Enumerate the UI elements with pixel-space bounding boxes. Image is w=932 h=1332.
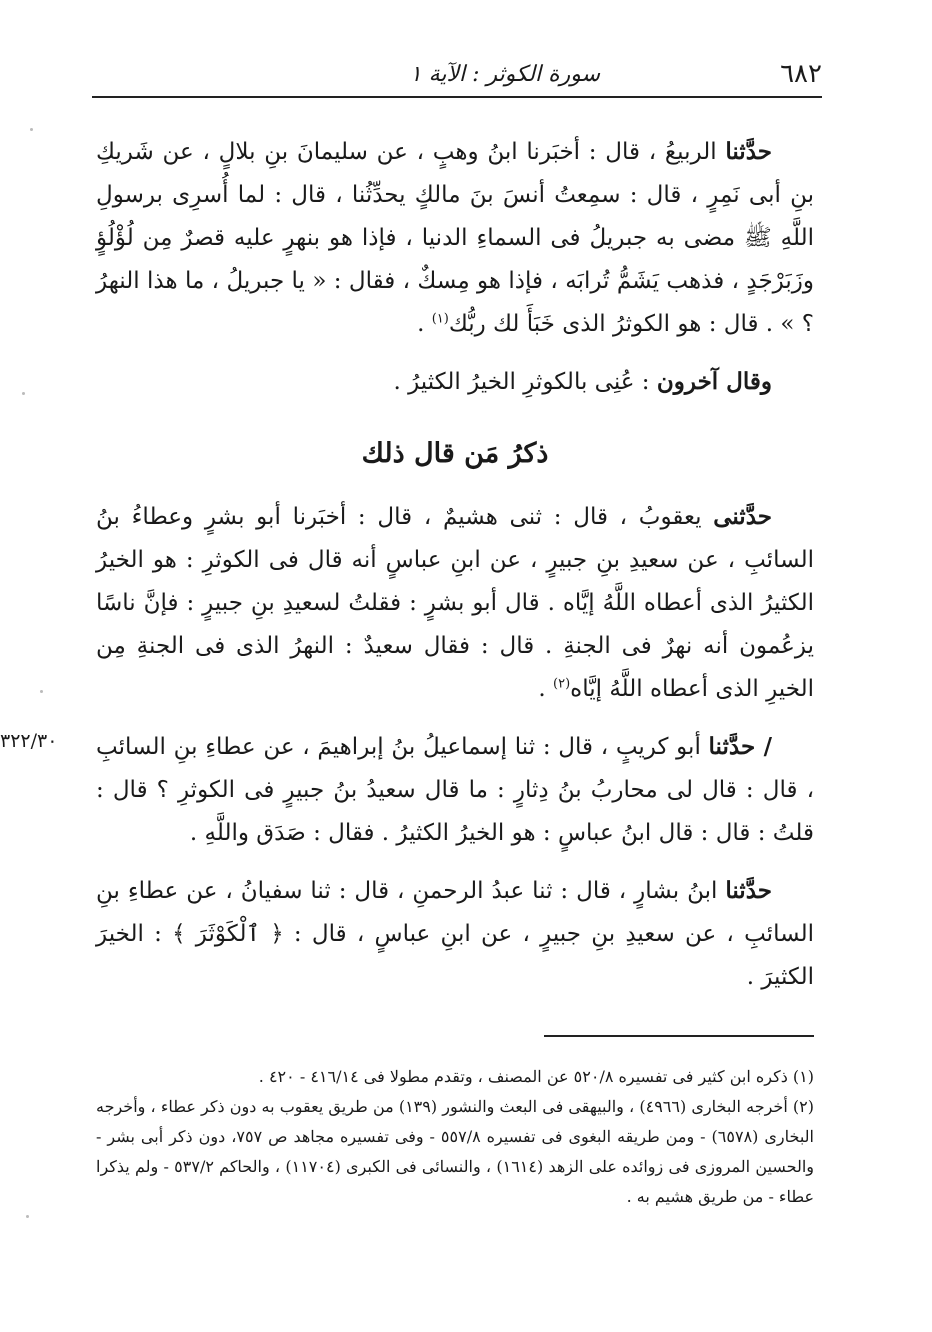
running-header xyxy=(92,52,822,98)
paragraph-2 xyxy=(96,360,814,404)
paragraph-text: أبو كريبٍ ، قال : ثنا إسماعيلُ بنُ إبراهيمَ ، عن عطاءِ بنِ السائبِ ، قال : قال لى محاربُ بنُ دِثارٍ : ما قال سعيدُ بنُ جبيرٍ فى الكوثرِ ؟ قال : قلتُ : قال : قال ابنُ عباسٍ : هو الخيرُ الكثيرُ . فقال : صَدَق واللَّهِ . xyxy=(96,734,814,846)
paragraph-tail: . xyxy=(417,311,432,337)
paragraph-lead: حدَّثنا xyxy=(725,138,772,165)
margin-reference: ٣٢٢/٣٠ xyxy=(0,730,58,752)
section-heading: ذكرُ مَن قال ذلك xyxy=(361,438,549,469)
paragraph-5 xyxy=(96,869,814,999)
paragraph-4 xyxy=(96,725,814,855)
paragraph-lead: / حدَّثنا xyxy=(708,733,772,760)
footnote-1: (١) ذكره ابن كثير فى تفسيره ٥٢٠/٨ عن المصنف ، وتقدم مطولا فى ٤١٦/١٤ - ٤٢٠ . xyxy=(258,1067,814,1086)
footnotes xyxy=(96,1062,814,1212)
scan-speck xyxy=(40,690,43,693)
scan-speck xyxy=(22,392,25,395)
page-number: ٦٨٢ xyxy=(780,59,822,89)
main-text xyxy=(96,130,814,1013)
paragraph-3 xyxy=(96,495,814,711)
paragraph-text: الربيعُ ، قال : أخبَرنا ابنُ وهبٍ ، عن سليمانَ بنِ بلالٍ ، عن شَريكِ بنِ أبى نَمِرٍ ، قال : سمِعتُ أنسَ بنَ مالكٍ يحدِّثُنا ، قال : لما أُسرِى برسولِ اللَّهِ ﷺ مضى به جبريلُ فى السماءِ الدنيا ، فإذا هو بنهرٍ عليه قصرٌ مِن لُؤْلُؤٍ وزَبَرْجَدٍ ، فذهب يَشَمُّ تُرابَه ، فإذا هو مِسكٌ ، فقال : « يا جبريلُ ، ما هذا النهرُ ؟ » . قال : هو الكوثرُ الذى خَبَأَ لك ربُّك xyxy=(96,139,814,337)
scan-speck xyxy=(26,1215,29,1218)
footnote-ref[interactable]: (١) xyxy=(431,311,449,327)
paragraph-1 xyxy=(96,130,814,346)
paragraph-lead: وقال آخرون xyxy=(656,368,772,395)
paragraph-lead: حدَّثنا xyxy=(725,877,772,904)
paragraph-text: يعقوبُ ، قال : ثنى هشيمٌ ، قال : أخبَرنا أبو بشرٍ وعطاءُ بنُ السائبِ ، عن سعيدِ بنِ جبيرٍ ، عن ابنِ عباسٍ أنه قال فى الكوثرِ : هو الخيرُ الكثيرُ الذى أعطاه اللَّهُ إيَّاه . قال أبو بشرٍ : فقلتُ لسعيدِ بنِ جبيرٍ : فإنَّ ناسًا يزعُمون أنه نهرٌ فى الجنةِ . قال : فقال سعيدٌ : النهرُ الذى فى الجنةِ مِن الخيرِ الذى أعطاه اللَّهُ إيَّاه xyxy=(96,504,814,702)
paragraph-text: : عُنِى بالكوثرِ الخيرُ الكثيرُ . xyxy=(393,369,657,395)
footnote-ref[interactable]: (٢) xyxy=(553,676,571,692)
footnote-divider xyxy=(544,1035,814,1037)
footnote-2: (٢) أخرجه البخارى (٤٩٦٦) ، والبيهقى فى البعث والنشور (١٣٩) من طريق يعقوب به دون ذكر عطاء ، وأخرجه البخارى (٦٥٧٨) - ومن طريقه البغوى فى تفسيره ٥٥٧/٨ - وفى تفسيره مجاهد ص ٧٥٧، دون ذكر أبى بشر - والحسين المروزى فى زوائده على الزهد (١٦١٤) ، والنسائى فى الكبرى (١١٧٠٤) ، والحاكم ٥٣٧/٢ - ولم يذكرا عطاء - من طريق هشيم به . xyxy=(96,1097,815,1206)
paragraph-text: ابنُ بشارٍ ، قال : ثنا عبدُ الرحمنِ ، قال : ثنا سفيانُ ، عن عطاءِ بنِ السائبِ ، عن سعيدِ بنِ جبيرٍ ، عن ابنِ عباسٍ ، قال : ﴿ ٱلْكَوْثَرَ ﴾ : الخيرَ الكثيرَ . xyxy=(96,878,814,990)
paragraph-lead: حدَّثنى xyxy=(713,503,772,530)
scan-speck xyxy=(30,128,33,131)
paragraph-tail: . xyxy=(538,676,554,702)
surah-title: سورة الكوثر : الآية ١ xyxy=(409,61,601,87)
